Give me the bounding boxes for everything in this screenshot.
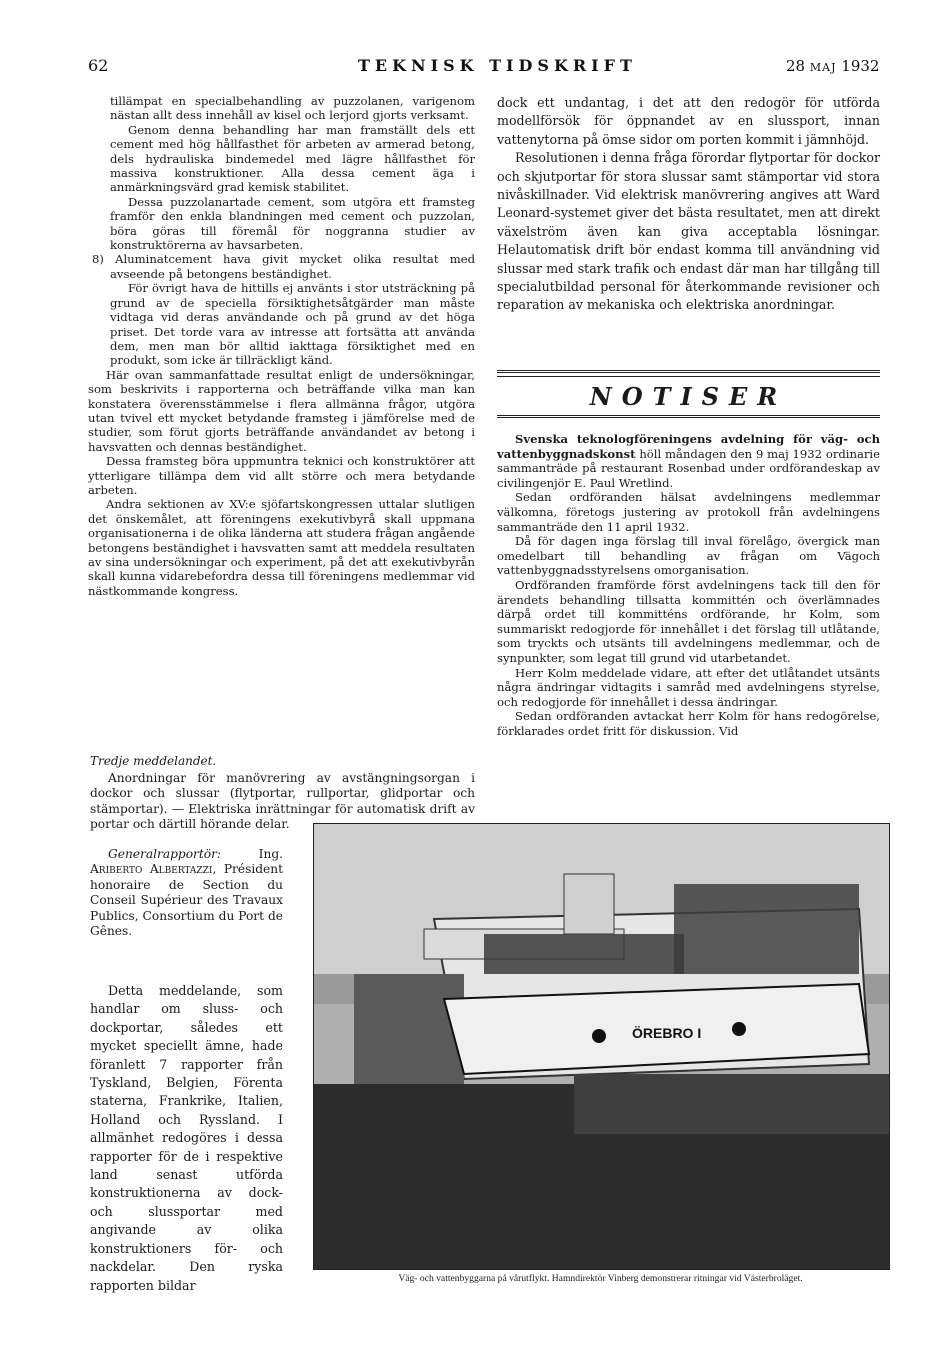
rapporteur-name: Ariberto Albertazzi, [90, 862, 217, 877]
issue-year: 1932 [841, 57, 880, 75]
left-paragraph-5: För övrigt hava de hittills ej använts i stor utsträckning på grund av de speciella försiktighetsåtgärder man måste vidtaga vid deras användande och på grund av det höga priset. Det torde vara av intresse att fortsätta att använda dem, men man bör alltid iakttaga försiktighet med en produkt, som icke är tillräckligt känd. [110, 281, 475, 368]
notice-paragraph-5: Herr Kolm meddelade vidare, att efter det utlåtandet utsänts några ändringar vidtagits i samråd med avdelningens styrelse, och redogjorde för innehållet i dessa ändringar. [497, 665, 880, 709]
section-title: Tredje meddelandet. [90, 754, 217, 768]
page-number: 62 [88, 56, 109, 75]
section-intro-text: Anordningar för manövrering av avstängningsorgan i dockor och slussar (flytportar, rullportar, glidportar och stämportar). — Elektriska inrättningar för automatisk drift av portar och därtill hörande delar. [90, 771, 475, 832]
notice-paragraph-6: Sedan ordföranden avtackat herr Kolm för hans redogörelse, förklarades ordet fritt för diskussion. Vid [497, 709, 880, 738]
rapporteur-block [90, 847, 283, 939]
notiser-heading: NOTISER [589, 381, 788, 411]
notice-paragraph-3: Då för dagen inga förslag till inval förelågo, övergick man omedelbart till behandling av frågan om Vägoch vattenbyggnadsstyrelsens omorganisation. [497, 534, 880, 578]
notiser-rule-top [497, 370, 880, 373]
notiser-heading-box [497, 376, 880, 418]
notice-title: Svenska teknologföreningens avdelning för väg- och vattenbyggnadskonst [497, 432, 880, 461]
journal-title: TEKNISK TIDSKRIFT [358, 56, 637, 75]
issue-month: MAJ [809, 61, 837, 74]
right-paragraph-1: dock ett undantag, i det att den redogör för utförda modellförsök för öppnandet av en slussport, innan vattenytorna på ömse sidor om porten kommit i jämnhöjd. [497, 95, 880, 147]
ship-photo [313, 823, 890, 1270]
left-paragraph-8: Andra sektionen av XV:e sjöfartskongressen uttalar slutligen det önskemålet, att föreningens exekutivbyrå skall uppmana organisationerna i de olika länderna att studera frågan angående betongens beständighet i havsvatten samt att meddela resultaten av sina undersökningar och experiment, på det att exekutivbyrån skall kunna vidarebefordra dessa till föreningens medlemmar vid nästkommande kongress. [88, 497, 475, 598]
right-paragraph-2: Resolutionen i denna fråga förordar flytportar för dockor och skjutportar för stora slussar samt stämportar vid stora nivåskillnader. Vid elektrisk manövrering angives att Ward Leonard-systemet giver det bästa resultatet, men att direkt växelström även kan giva acceptabla lösningar. Helautomatisk drift bör endast komma till användning vid slussar med stark trafik och endast där man har tillgång till specialutbildad personal för återkommande revisioner och reparation av mekaniska och elektriska anordningar. [497, 150, 880, 313]
rapporteur-label: Generalrapportör: [108, 847, 222, 861]
left-body-block [90, 982, 283, 1295]
notice-block [497, 432, 880, 738]
left-column-upper [88, 94, 475, 598]
issue-date [786, 57, 879, 75]
rapporteur-title: Ing. [258, 847, 283, 861]
notice-paragraph-4: Ordföranden framförde först avdelningens tack till den för ärendets behandling tillsatta kommittén och överlämnades därpå ordet till kommitténs ordförande, hr Kolm, som summariskt redogjorde för innehållet i det förslag till utlåtande, som tryckts och utsänts till avdelningens medlemmar, och de synpunkter, som legat till grund vid utarbetandet. [497, 577, 880, 665]
rapporteur-role: Président honoraire de Section du Conseil Supérieur des Travaux Publics, Consortium du Port de Gênes. [90, 862, 283, 939]
left-paragraph-7: Dessa framsteg böra uppmuntra teknici och konstruktörer att ytterligare tillämpa dem vid allt större och mera betydande arbeten. [88, 454, 475, 497]
notice-paragraph-1 [497, 432, 880, 490]
photo-caption: Väg- och vattenbyggarna på vårutflykt. Hamndirektör Vinberg demonstrerar ritningar vid Västerbroläget. [398, 1273, 803, 1284]
notice-text-1: höll måndagen den 9 maj 1932 ordinarie sammanträde på restaurant Rosenbad under ordförandeskap av civilingenjör E. Paul Wretlind. [497, 446, 880, 490]
issue-day: 28 [786, 57, 806, 75]
left-paragraph-6: Här ovan sammanfattade resultat enligt de undersökningar, som beskrivits i rapporterna och beträffande vilka man kan konstatera överensstämmelse i flera allmänna frågor, utgöra utan tvivel ett mycket betydande framsteg i jämförelse med de studier, som förut gjorts beträffande användandet av betong i havsvatten och dennas beständighet. [88, 367, 475, 454]
left-body-paragraph: Detta meddelande, som handlar om sluss- och dockportar, således ett mycket speciellt ämne, hade föranlett 7 rapporter från Tyskland, Belgien, Förenta staterna, Frankrike, Italien, Holland och Ryssland. I allmänhet redogöres i dessa rapporter för de i respektive land senast utförda konstruktionerna av dock- och slussportar med angivande av olika konstruktioners för- och nackdelar. Den ryska rapporten bildar [90, 983, 283, 1293]
notice-paragraph-2: Sedan ordföranden hälsat avdelningens medlemmar välkomna, företogs justering av protokoll från avdelningens sammanträde den 11 april 1932. [497, 490, 880, 534]
ship-name: ÖREBRO I [632, 1025, 702, 1041]
ship-illustration [314, 824, 889, 1269]
left-paragraph-3: Dessa puzzolanartade cement, som utgöra ett framsteg framför den enkla blandningen med cement och puzzolan, böra göras till föremål för noggranna studier av konstruktörerna av havsarbeten. [110, 194, 475, 253]
left-paragraph-4: 8) Aluminatcement hava givit mycket olika resultat med avseende på betongens beständighet. [92, 252, 475, 281]
left-paragraph-1: tillämpat en specialbehandling av puzzolanen, varigenom nästan allt dess innehåll av kisel och lerjord gjorts verksamt. [110, 94, 475, 123]
right-column-upper [497, 94, 880, 315]
left-paragraph-2: Genom denna behandling har man framställt dels ett cement med hög hållfasthet för arbeten av armerad betong, dels hydrauliska bindemedel med lägre hållfasthet för massiva konstruktioner. Alla dessa cement äga i anmärkningsvärd grad kemisk stabilitet. [110, 122, 475, 195]
